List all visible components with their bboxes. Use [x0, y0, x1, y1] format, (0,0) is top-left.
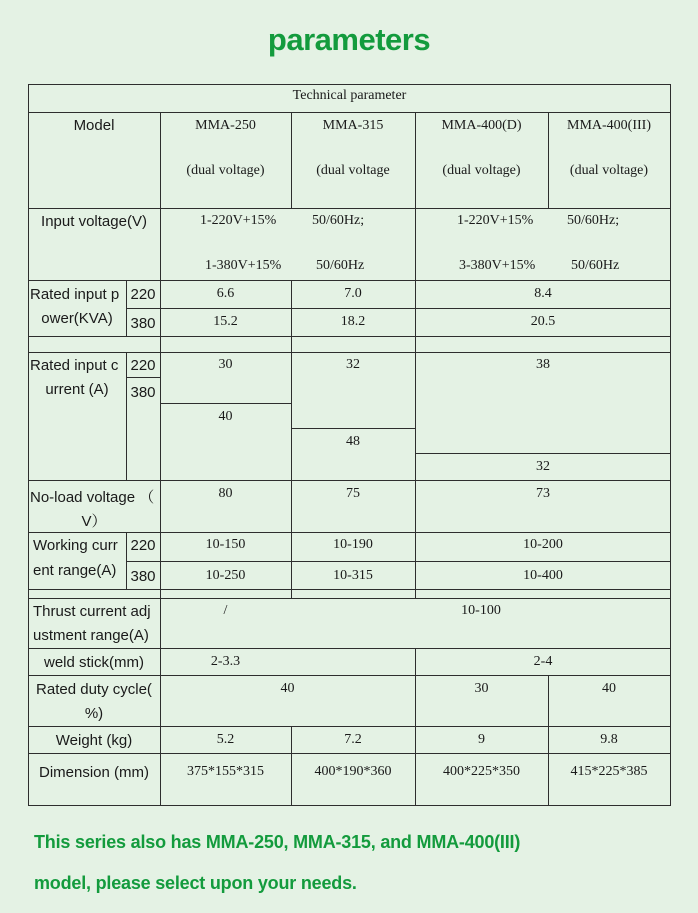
table-rule	[160, 403, 291, 404]
footer-note: model, please select upon your needs.	[34, 873, 357, 893]
model-name: MMA-315	[322, 118, 384, 133]
table-rule	[28, 336, 671, 337]
input-voltage-value: 1-220V+15%	[457, 213, 534, 228]
input-voltage-value: 50/60Hz	[571, 258, 620, 273]
rated-current-value: 32	[346, 357, 360, 372]
model-sub: (dual voltage)	[442, 163, 521, 178]
voltage-220-label: 220	[130, 286, 156, 303]
duty-cycle-value: 40	[280, 681, 295, 696]
voltage-220-label: 220	[130, 537, 156, 554]
table-rule	[126, 561, 671, 562]
table-rule	[28, 598, 671, 599]
model-label: Model	[73, 117, 115, 134]
table-rule	[28, 280, 671, 281]
working-range-label: ent range(A)	[33, 562, 117, 579]
table-rule	[670, 84, 671, 806]
working-range-value: 10-250	[205, 568, 246, 583]
voltage-220-label: 220	[130, 357, 156, 374]
rated-power-label: ower(KVA)	[41, 310, 113, 327]
duty-cycle-value: 30	[474, 681, 489, 696]
working-range-label: Working curr	[33, 537, 118, 554]
input-voltage-value: 1-220V+15%	[200, 213, 277, 228]
voltage-380-label: 380	[130, 315, 156, 332]
rated-power-value: 18.2	[340, 314, 366, 329]
thrust-label: ustment range(A)	[33, 627, 149, 644]
duty-cycle-label: Rated duty cycle(	[36, 681, 152, 698]
model-name: MMA-250	[195, 118, 256, 133]
dimension-value: 400*190*360	[314, 764, 392, 779]
no-load-value: 73	[536, 486, 550, 501]
rated-current-label: urrent (A)	[45, 381, 109, 398]
table-rule	[28, 208, 671, 209]
weight-value: 9	[478, 732, 485, 747]
input-voltage-value: 1-380V+15%	[205, 258, 282, 273]
weight-value: 7.2	[344, 732, 362, 747]
weld-stick-value: 2-4	[533, 654, 553, 669]
table-rule	[28, 726, 671, 727]
dimension-value: 375*155*315	[187, 764, 264, 779]
table-rule	[126, 377, 160, 378]
working-range-value: 10-200	[523, 537, 563, 552]
table-rule	[291, 428, 415, 429]
no-load-value: 80	[218, 486, 233, 501]
input-voltage-value: 50/60Hz;	[312, 213, 365, 228]
rated-power-label: Rated input p	[30, 286, 120, 303]
table-rule	[28, 532, 671, 533]
working-range-value: 10-150	[205, 537, 246, 552]
model-name: MMA-400(III)	[567, 118, 651, 133]
table-rule	[28, 84, 671, 85]
table-rule	[415, 648, 416, 806]
thrust-value: 10-100	[461, 603, 501, 618]
rated-current-value: 48	[346, 434, 360, 449]
table-rule	[28, 753, 671, 754]
dimension-label: Dimension (mm)	[38, 764, 149, 781]
voltage-380-label: 380	[130, 384, 156, 401]
weld-stick-value: 2-3.3	[210, 654, 241, 669]
footer-note: This series also has MMA-250, MMA-315, and MMA-400(III)	[34, 832, 521, 852]
page-title: parameters	[267, 22, 431, 57]
table-rule	[28, 480, 671, 481]
table-rule	[28, 648, 671, 649]
table-rule	[160, 112, 161, 806]
dimension-value: 415*225*385	[570, 764, 648, 779]
table-rule	[28, 352, 671, 353]
no-load-value: 75	[346, 486, 360, 501]
rated-current-value: 30	[218, 357, 233, 372]
no-load-label: No-load voltage （	[30, 489, 155, 506]
working-range-value: 10-315	[333, 568, 373, 583]
weight-value: 9.8	[600, 732, 618, 747]
input-voltage-value: 50/60Hz	[316, 258, 365, 273]
table-rule	[28, 805, 671, 806]
voltage-380-label: 380	[130, 568, 156, 585]
duty-cycle-label: %)	[84, 705, 104, 722]
working-range-value: 10-400	[523, 568, 563, 583]
rated-power-value: 8.4	[534, 286, 552, 301]
working-range-value: 10-190	[333, 537, 373, 552]
rated-power-value: 15.2	[213, 314, 238, 329]
rated-power-value: 20.5	[530, 314, 556, 329]
thrust-value: /	[223, 603, 228, 618]
table-rule	[28, 589, 671, 590]
weld-stick-label: weld stick(mm)	[44, 654, 144, 671]
model-sub: (dual voltage)	[569, 163, 649, 178]
model-sub: (dual voltage)	[186, 163, 265, 178]
input-voltage-value: 3-380V+15%	[459, 258, 536, 273]
rated-current-value: 32	[536, 459, 550, 474]
table-rule	[28, 675, 671, 676]
rated-power-value: 6.6	[216, 286, 235, 301]
table-caption: Technical parameter	[292, 88, 407, 103]
input-voltage-value: 50/60Hz;	[567, 213, 620, 228]
duty-cycle-value: 40	[602, 681, 616, 696]
model-name: MMA-400(D)	[441, 118, 522, 133]
rated-current-value: 40	[218, 409, 233, 424]
rated-current-value: 38	[536, 357, 550, 372]
rated-power-value: 7.0	[344, 286, 362, 301]
weight-value: 5.2	[216, 732, 235, 747]
table-rule	[126, 308, 671, 309]
weight-label: Weight (kg)	[55, 732, 133, 749]
input-voltage-label: Input voltage(V)	[41, 213, 147, 230]
model-sub: (dual voltage	[316, 163, 390, 178]
table-rule	[415, 208, 416, 280]
dimension-value: 400*225*350	[443, 764, 520, 779]
table-rule	[28, 112, 671, 113]
no-load-label: V）	[81, 513, 107, 530]
rated-current-label: Rated input c	[30, 357, 119, 374]
table-rule	[415, 453, 671, 454]
thrust-label: Thrust current adj	[33, 603, 151, 620]
